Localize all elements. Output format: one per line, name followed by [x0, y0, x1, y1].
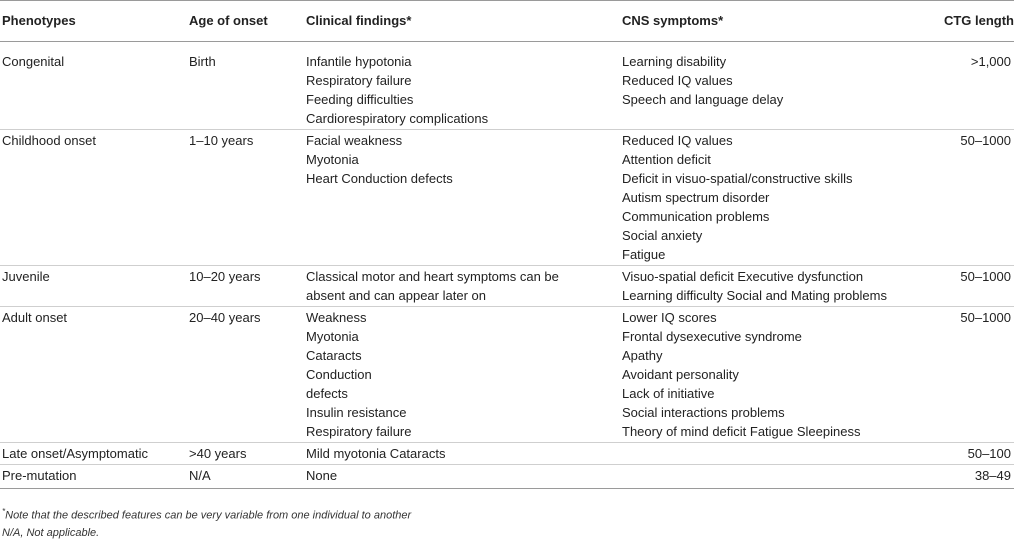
- cns-symptoms-cell-line: Autism spectrum disorder: [622, 190, 770, 205]
- clinical-findings-cell-line: Heart Conduction defects: [306, 171, 453, 186]
- cns-symptoms-cell: [622, 130, 922, 266]
- header-row: [0, 1, 1014, 42]
- age-of-onset-cell: >40 years: [189, 443, 306, 465]
- header-age-of-onset: Age of onset: [189, 1, 306, 42]
- cns-symptoms-cell: [622, 42, 922, 130]
- clinical-findings-cell-line: Myotonia: [306, 152, 359, 167]
- clinical-findings-cell-line: Feeding difficulties: [306, 92, 414, 107]
- cns-symptoms-cell-line: Fatigue: [622, 247, 666, 262]
- cns-symptoms-cell-line: Reduced IQ values: [622, 133, 733, 148]
- age-of-onset-cell: 1–10 years: [189, 130, 306, 266]
- cns-symptoms-cell-line: Apathy: [622, 348, 663, 363]
- phenotype-cell: Adult onset: [0, 307, 189, 443]
- phenotype-cell: Late onset/Asymptomatic: [0, 443, 189, 465]
- clinical-findings-cell-line: Infantile hypotonia: [306, 54, 412, 69]
- clinical-findings-cell-line: Respiratory failure: [306, 424, 412, 439]
- table-body: [0, 42, 1014, 489]
- clinical-findings-cell-line: None: [306, 468, 338, 483]
- clinical-findings-cell: [306, 130, 622, 266]
- cns-symptoms-cell: [622, 443, 922, 465]
- cns-symptoms-cell-line: Attention deficit: [622, 152, 711, 167]
- cns-symptoms-cell-line: Frontal dysexecutive syndrome: [622, 329, 802, 344]
- clinical-findings-cell-line: Weakness: [306, 310, 367, 325]
- clinical-findings-cell-line: Facial weakness: [306, 133, 403, 148]
- age-of-onset-cell: N/A: [189, 465, 306, 489]
- clinical-findings-cell: [306, 42, 622, 130]
- clinical-findings-cell-line: Conduction: [306, 367, 372, 382]
- cns-symptoms-cell-line: Theory of mind deficit Fatigue Sleepiness: [622, 424, 861, 439]
- table-row: [0, 443, 1014, 465]
- header-cns-symptoms: CNS symptoms*: [622, 1, 922, 42]
- cns-symptoms-cell-line: Learning disability: [622, 54, 727, 69]
- cns-symptoms-cell-line: Deficit in visuo-spatial/constructive skills: [622, 171, 853, 186]
- clinical-findings-cell: [306, 307, 622, 443]
- table-row: [0, 307, 1014, 443]
- phenotype-cell: Congenital: [0, 42, 189, 130]
- age-of-onset-cell: 20–40 years: [189, 307, 306, 443]
- cns-symptoms-cell: [622, 465, 922, 489]
- phenotype-cell: Juvenile: [0, 266, 189, 307]
- clinical-findings-cell: [306, 443, 622, 465]
- footnote-na: N/A, Not applicable.: [2, 526, 100, 539]
- phenotype-cell: Childhood onset: [0, 130, 189, 266]
- cns-symptoms-cell-line: Learning difficulty Social and Mating problems: [622, 288, 887, 303]
- cns-symptoms-cell-line: Visuo-spatial deficit Executive dysfunction: [622, 269, 864, 284]
- cns-symptoms-cell: [622, 266, 922, 307]
- cns-symptoms-cell-line: Communication problems: [622, 209, 770, 224]
- ctg-length-cell: 50–1000: [922, 130, 1014, 266]
- table-row: [0, 42, 1014, 130]
- footnote-variability-text: Note that the described features can be very variable from one individual to another: [5, 509, 412, 522]
- header-phenotypes: Phenotypes: [0, 1, 189, 42]
- footnote-variability: [2, 503, 411, 525]
- footnotes: [2, 503, 411, 542]
- cns-symptoms-cell-line: Social anxiety: [622, 228, 703, 243]
- clinical-findings-cell-line: Respiratory failure: [306, 73, 412, 88]
- clinical-findings-cell-line: absent and can appear later on: [306, 288, 486, 303]
- cns-symptoms-cell-line: Lower IQ scores: [622, 310, 717, 325]
- ctg-length-cell: >1,000: [922, 42, 1014, 130]
- age-of-onset-cell: 10–20 years: [189, 266, 306, 307]
- clinical-findings-cell-line: Cardiorespiratory complications: [306, 111, 489, 126]
- header-clinical-findings: Clinical findings*: [306, 1, 622, 42]
- ctg-length-cell: 50–1000: [922, 307, 1014, 443]
- ctg-length-cell: 50–100: [922, 443, 1014, 465]
- cns-symptoms-cell-line: Avoidant personality: [622, 367, 739, 382]
- age-of-onset-cell: Birth: [189, 42, 306, 130]
- cns-symptoms-cell-line: Lack of initiative: [622, 386, 715, 401]
- cns-symptoms-cell-line: Reduced IQ values: [622, 73, 733, 88]
- clinical-findings-cell-line: Classical motor and heart symptoms can be: [306, 269, 559, 284]
- clinical-findings-cell-line: Mild myotonia Cataracts: [306, 446, 446, 461]
- ctg-length-cell: 38–49: [922, 465, 1014, 489]
- table-row: [0, 465, 1014, 489]
- footnote-marker: *: [2, 507, 6, 516]
- clinical-findings-cell: [306, 266, 622, 307]
- cns-symptoms-cell-line: Social interactions problems: [622, 405, 785, 420]
- cns-symptoms-cell: [622, 307, 922, 443]
- cns-symptoms-cell-line: Speech and language delay: [622, 92, 784, 107]
- header-ctg-length: CTG length: [922, 1, 1014, 42]
- clinical-findings-cell-line: Myotonia: [306, 329, 359, 344]
- clinical-findings-cell-line: Insulin resistance: [306, 405, 407, 420]
- clinical-findings-cell-line: defects: [306, 386, 348, 401]
- clinical-findings-cell: [306, 465, 622, 489]
- phenotype-cell: Pre-mutation: [0, 465, 189, 489]
- clinical-findings-cell-line: Cataracts: [306, 348, 362, 363]
- ctg-length-cell: 50–1000: [922, 266, 1014, 307]
- table-row: [0, 130, 1014, 266]
- table-row: [0, 266, 1014, 307]
